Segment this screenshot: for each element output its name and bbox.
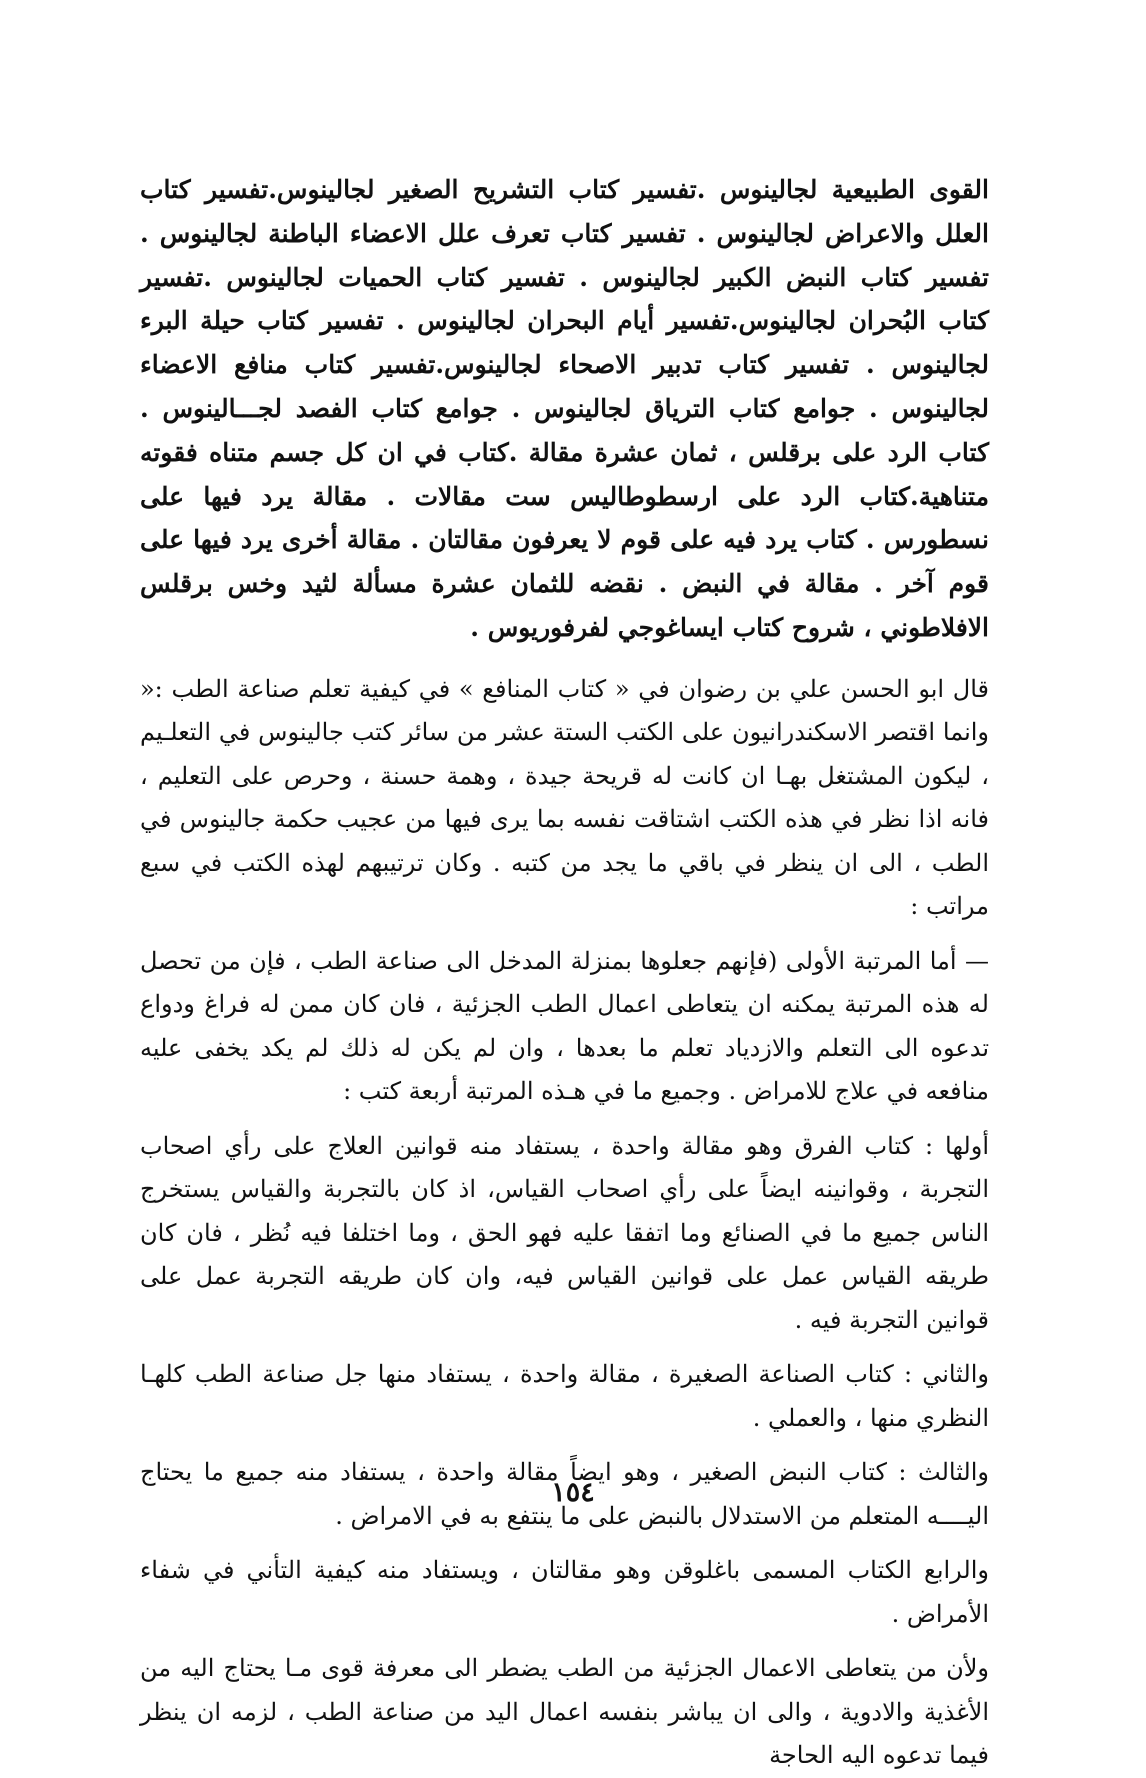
paragraph-book-three: والثالث : كتاب النبض الصغير ، وهو ايضاً مقالة واحدة ، يستفاد منه جميع ما يحتاج اليــــه المتعلم من الاستدلال بالنبض على ما ينتفع به في الامراض . xyxy=(140,1458,990,1530)
paragraph-book-four: والرابع الكتاب المسمى باغلوقن وهو مقالتان ، ويستفاد منه كيفية التأني في شفاء الأمراض . xyxy=(140,1556,989,1628)
page-number: ١٥٤ xyxy=(551,1477,595,1508)
paragraph-first-rank: — أما المرتبة الأولى (فإنهم جعلوها بمنزلة المدخل الى صناعة الطب ، فإن من تحصل له هذه المرتبة يمكنه ان يتعاطى اعمال الطب الجزئية ، فان كان ممن له فراغ ودواع تدعوه الى التعلم والازدياد تعلم ما بعدها ، وان لم يكن له ذلك لم يكد يخفى عليه منافعه في علاج للامراض . وجميع ما في هـذه المرتبة أربعة كتب : xyxy=(140,946,989,1106)
paragraph-book-two: والثاني : كتاب الصناعة الصغيرة ، مقالة واحدة ، يستفاد منها جل صناعة الطب كلهـا النظري منها ، والعملي . xyxy=(140,1360,989,1432)
paragraph-book-one: أولها : كتاب الفرق وهو مقالة واحدة ، يستفاد منه قوانين العلاج على رأي اصحاب التجربة ، وقوانينه ايضاً على رأي اصحاب القياس، اذ كان بالتجربة والقياس يستخرج الناس جميع ما في الصنائع وما اتفقا عليه فهو الحق ، وما اختلفا فيه نُظر ، فان كان طريقه القياس عمل على قوانين القياس فيه، وان كان طريقه التجربة عمل على قوانين التجربة فيه . xyxy=(140,1131,989,1334)
paragraph-ibn-ridwan: قال ابو الحسن علي بن رضوان في « كتاب المنافع » في كيفية تعلم صناعة الطب :« وانما اقتصر الاسكندرانيون على الكتب الستة عشر من سائر كتب جالينوس في التعلـيم ، ليكون المشتغل بهـا ان كانت له قريحة جيدة ، وهمة حسنة ، وحرص على التعليم ، فانه اذا نظر في هذه الكتب اشتاقت نفسه بما يرى فيها من عجيب حكمة جالينوس في الطب ، الى ان ينظر في باقي ما يجد من كتبه . وكان ترتيبهم لهذه الكتب في سبع مراتب : xyxy=(140,674,989,921)
bold-book-list: القوى الطبيعية لجالينوس .تفسير كتاب التشريح الصغير لجالينوس.تفسير كتاب العلل والاعراض لجالينوس . تفسير كتاب تعرف علل الاعضاء الباطنة لجالينوس . تفسير كتاب النبض الكبير لجالينوس . تفسير كتاب الحميات لجالينوس .تفسير كتاب البُحران لجالينوس.تفسير أيام البحران لجالينوس . تفسير كتاب حيلة البرء لجالينوس . تفسير كتاب تدبير الاصحاء لجالينوس.تفسير كتاب منافع الاعضاء لجالينوس . جوامع كتاب الترياق لجالينوس . جوامع كتاب الفصد لجـــالينوس . كتاب الرد على برقلس ، ثمان عشرة مقالة .كتاب في ان كل جسم متناه فقوته متناهية.كتاب الرد على ارسطوطاليس ست مقالات . مقالة يرد فيها على نسطورس . كتاب يرد فيه على قوم لا يعرفون مقالتان . مقالة أخرى يرد فيها على قوم آخر . مقالة في النبض . نقضه للثمان عشرة مسألة لثيد وخس برقلس الافلاطوني ، شروح كتاب ايساغوجي لفرفوريوس . xyxy=(140,175,989,642)
paragraph-practice: ولأن من يتعاطى الاعمال الجزئية من الطب يضطر الى معرفة قوى مـا يحتاج اليه من الأغذية والادوية ، والى ان يباشر بنفسه اعمال اليد من صناعة الطب ، لزمه ان ينظر فيما تدعوه اليه الحاجة xyxy=(140,1654,990,1770)
